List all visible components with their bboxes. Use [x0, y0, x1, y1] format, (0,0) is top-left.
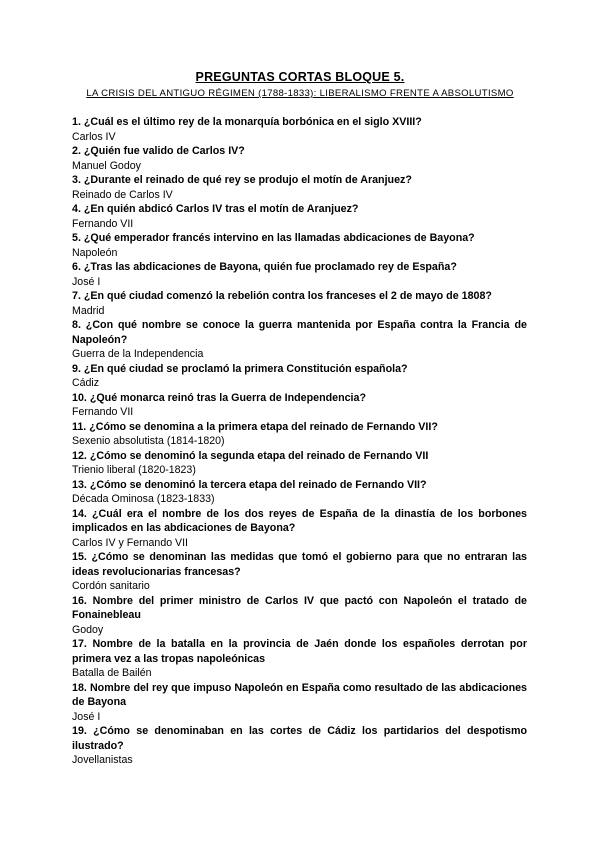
question: 11. ¿Cómo se denomina a la primera etapa del reinado de Fernando VII?: [72, 420, 438, 433]
qa-item: [72, 362, 527, 391]
answer: Fernando VII: [72, 217, 134, 230]
question: 10. ¿Qué monarca reinó tras la Guerra de Independencia?: [72, 391, 367, 404]
answer: José I: [72, 710, 101, 723]
qa-item: [72, 173, 527, 202]
question: 6. ¿Tras las abdicaciones de Bayona, quién fue proclamado rey de España?: [72, 261, 457, 273]
answer: José I: [72, 275, 101, 288]
answer: Napoleón: [72, 246, 118, 259]
answer: Madrid: [72, 304, 105, 317]
qa-item: [72, 231, 527, 260]
question: 1. ¿Cuál es el último rey de la monarquía borbónica en el siglo XVIII?: [72, 116, 422, 128]
question: 5. ¿Qué emperador francés intervino en las llamadas abdicaciones de Bayona?: [72, 232, 475, 244]
answer: Godoy: [72, 623, 104, 636]
qa-item: [72, 478, 527, 507]
qa-item: [72, 681, 527, 725]
qa-item: [72, 594, 527, 638]
qa-item: [72, 115, 527, 144]
qa-item: [72, 318, 527, 362]
answer: Fernando VII: [72, 406, 134, 418]
answer: Cádiz: [72, 377, 100, 389]
answer: Trienio liberal (1820-1823): [72, 464, 196, 476]
question: 7. ¿En qué ciudad comenzó la rebelión contra los franceses el 2 de mayo de 1808?: [72, 290, 492, 302]
question: 18. Nombre del rey que impuso Napoleón en España como resultado de las abdicaciones de Bayona: [72, 681, 527, 708]
qa-item: [72, 144, 527, 173]
question: 14. ¿Cuál era el nombre de los dos reyes de España de la dinastía de los borbones implicados en las abdicaciones de Bayona?: [72, 507, 527, 534]
answer: Reinado de Carlos IV: [72, 188, 173, 201]
question: 17. Nombre de la batalla en la provincia de Jaén donde los españoles derrotan por primera vez a las tropas napoleónicas: [72, 638, 527, 665]
qa-item: [72, 637, 527, 681]
qa-item: [72, 724, 527, 768]
question: 8. ¿Con qué nombre se conoce la guerra mantenida por España contra la Francia de Napoleón?: [72, 319, 527, 346]
qa-item: [72, 449, 527, 478]
question: 13. ¿Cómo se denominó la tercera etapa del reinado de Fernando VII?: [72, 478, 427, 491]
question: 16. Nombre del primer ministro de Carlos IV que pactó con Napoleón el tratado de Fonainebleau: [72, 594, 527, 621]
document-subtitle: LA CRISIS DEL ANTIGUO RÉGIMEN (1788-1833): LIBERALISMO FRENTE A ABSOLUTISMO: [86, 88, 514, 99]
question: 9. ¿En qué ciudad se proclamó la primera Constitución española?: [72, 362, 408, 375]
qa-item: [72, 289, 527, 318]
document-title: PREGUNTAS CORTAS BLOQUE 5.: [195, 70, 405, 84]
question: 2. ¿Quién fue valido de Carlos IV?: [72, 145, 245, 157]
qa-item: [72, 391, 527, 420]
answer: Carlos IV y Fernando VII: [72, 536, 188, 549]
qa-item: [72, 202, 527, 231]
answer: Batalla de Bailén: [72, 667, 152, 679]
answer: Carlos IV: [72, 130, 116, 143]
question: 4. ¿En quién abdicó Carlos IV tras el motín de Aranjuez?: [72, 203, 359, 215]
answer: Sexenio absolutista (1814-1820): [72, 435, 225, 447]
answer: Guerra de la Independencia: [72, 348, 204, 360]
question: 15. ¿Cómo se denominan las medidas que tomó el gobierno para que no entraran las ideas revolucionarias francesas?: [72, 551, 527, 578]
answer: Cordón sanitario: [72, 580, 150, 592]
qa-item: [72, 550, 527, 594]
question-list: [72, 115, 527, 768]
qa-item: [72, 420, 527, 449]
question: 19. ¿Cómo se denominaban en las cortes de Cádiz los partidarios del despotismo ilustrado?: [72, 725, 527, 752]
answer: Manuel Godoy: [72, 159, 141, 172]
answer: Década Ominosa (1823-1833): [72, 493, 215, 505]
question: 3. ¿Durante el reinado de qué rey se produjo el motín de Aranjuez?: [72, 174, 412, 186]
qa-item: [72, 507, 527, 551]
question: 12. ¿Cómo se denominó la segunda etapa del reinado de Fernando VII: [72, 449, 429, 462]
answer: Jovellanistas: [72, 754, 133, 766]
qa-item: [72, 260, 527, 289]
